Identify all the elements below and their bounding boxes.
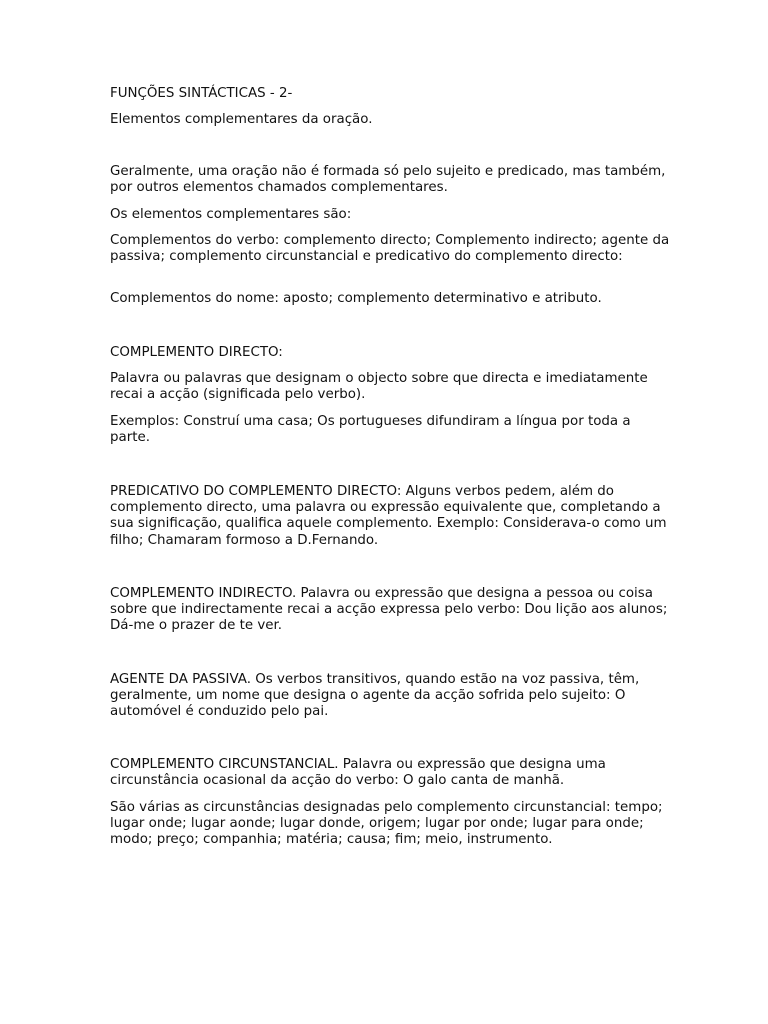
verb-complements-paragraph: Complementos do verbo: complemento directo; Complemento indirecto; agente da passiva; complemento circunstancial e predicativo do complemento directo: [110, 233, 670, 265]
passive-agent-paragraph: AGENTE DA PASSIVA. Os verbos transitivos, quando estão na voz passiva, têm, geralmente, um nome que designa o agente da acção sofrida pelo sujeito: O automóvel é conduzido pelo pai. [110, 672, 640, 720]
predicative-paragraph: PREDICATIVO DO COMPLEMENTO DIRECTO: Alguns verbos pedem, além do complemento directo, uma palavra ou expressão equivalente que, completando a sua significação, qualifica aquele complemento. Exemplo: Considerava-o como um filho; Chamaram formoso a D.Fernando. [110, 484, 667, 548]
intro-paragraph: Geralmente, uma oração não é formada só pelo sujeito e predicado, mas também, por outros elementos chamados complementares. [110, 164, 666, 196]
indirect-object-paragraph: COMPLEMENTO INDIRECTO. Palavra ou expressão que designa a pessoa ou coisa sobre que indirectamente recai a acção expressa pelo verbo: Dou lição aos alunos; Dá-me o prazer de te ver. [110, 586, 668, 634]
circumstances-paragraph: São várias as circunstâncias designadas pelo complemento circunstancial: tempo; lugar onde; lugar aonde; lugar donde, origem; lugar por onde; lugar para onde; modo; preço; companhia; matéria; causa; fim; meio, instrumento. [110, 800, 663, 848]
document-subtitle: Elementos complementares da oração. [110, 112, 373, 127]
circumstantial-paragraph: COMPLEMENTO CIRCUNSTANCIAL. Palavra ou expressão que designa uma circunstância ocasional da acção do verbo: O galo canta de manhã. [110, 757, 606, 789]
document-title: FUNÇÕES SINTÁCTICAS - 2- [110, 86, 293, 101]
noun-complements-paragraph: Complementos do nome: aposto; complemento determinativo e atributo. [110, 291, 602, 306]
direct-object-heading: COMPLEMENTO DIRECTO: [110, 345, 283, 360]
direct-object-definition: Palavra ou palavras que designam o objecto sobre que directa e imediatamente recai a acção (significada pelo verbo). [110, 371, 648, 403]
elements-intro-paragraph: Os elementos complementares são: [110, 207, 352, 222]
direct-object-examples: Exemplos: Construí uma casa; Os portugueses difundiram a língua por toda a parte. [110, 414, 631, 446]
